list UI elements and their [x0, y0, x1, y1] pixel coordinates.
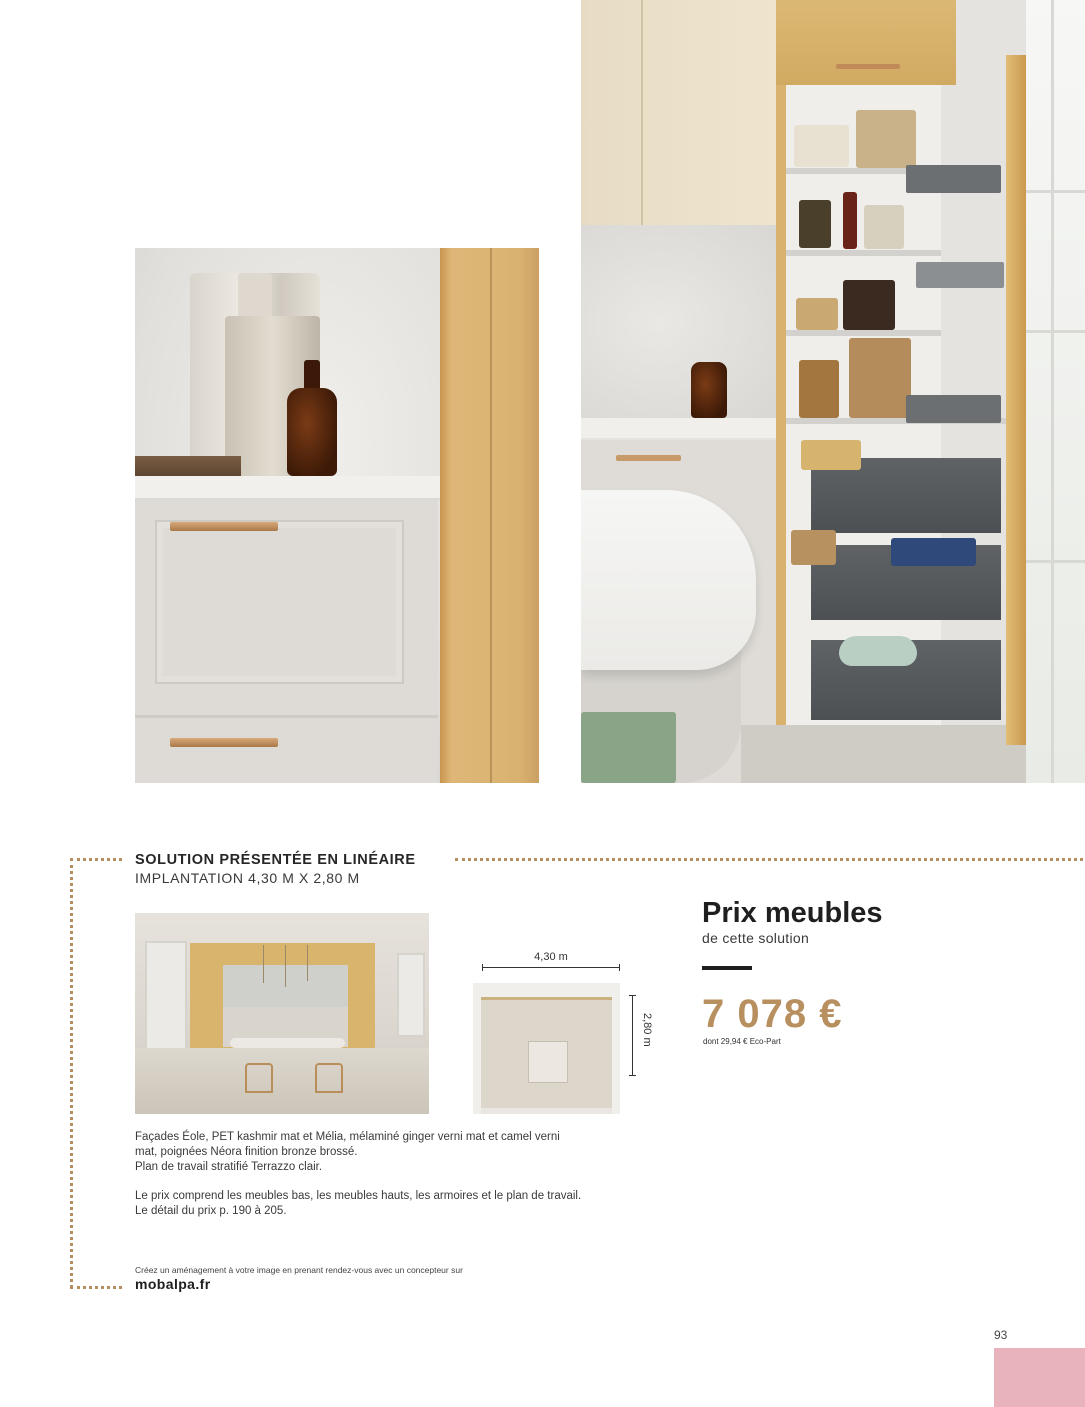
- price-divider: [702, 966, 752, 970]
- floor-plan: [473, 983, 620, 1114]
- price-title: Prix meubles: [702, 897, 883, 929]
- plan-width-label: 4,30 m: [534, 951, 568, 963]
- plan-width-dimension-line: [482, 967, 620, 968]
- price-value: 7 078 €: [702, 992, 843, 1036]
- dotted-frame-top-left: [70, 858, 122, 861]
- description-line: Le détail du prix p. 190 à 205.: [135, 1205, 287, 1217]
- pantry-photo: [581, 0, 1085, 783]
- cabinet-detail-photo: [135, 248, 539, 783]
- dotted-frame-bottom: [70, 1286, 122, 1289]
- plan-depth-tick-top: [629, 995, 636, 996]
- dotted-frame-left: [70, 858, 73, 1288]
- price-subtitle: de cette solution: [702, 930, 810, 946]
- designer-cta: Créez un aménagement à votre image en prenant rendez-vous avec un concepteur sur: [135, 1265, 463, 1275]
- plan-depth-label: 2,80 m: [641, 1013, 653, 1047]
- eco-part-note: dont 29,94 € Eco-Part: [703, 1037, 781, 1046]
- website-link[interactable]: mobalpa.fr: [135, 1276, 211, 1292]
- description-line: Le prix comprend les meubles bas, les meubles hauts, les armoires et le plan de travail.: [135, 1190, 582, 1202]
- description-line: Façades Éole, PET kashmir mat et Mélia, mélaminé ginger verni mat et camel verni: [135, 1131, 560, 1143]
- page-tab: [994, 1348, 1085, 1407]
- plan-width-tick-left: [482, 964, 483, 971]
- page-number: 93: [994, 1328, 1008, 1342]
- dotted-frame-top-right: [455, 858, 1083, 861]
- kitchen-room-photo: [135, 913, 429, 1114]
- plan-depth-dimension-line: [632, 995, 633, 1075]
- solution-title: SOLUTION PRÉSENTÉE EN LINÉAIRE: [135, 852, 416, 868]
- description-line: mat, poignées Néora finition bronze brossé.: [135, 1146, 358, 1158]
- description-line: Plan de travail stratifié Terrazzo clair.: [135, 1161, 323, 1173]
- plan-depth-tick-bottom: [629, 1075, 636, 1076]
- solution-subtitle: IMPLANTATION 4,30 M X 2,80 M: [135, 870, 360, 886]
- description: [135, 1130, 635, 1219]
- plan-width-tick-right: [619, 964, 620, 971]
